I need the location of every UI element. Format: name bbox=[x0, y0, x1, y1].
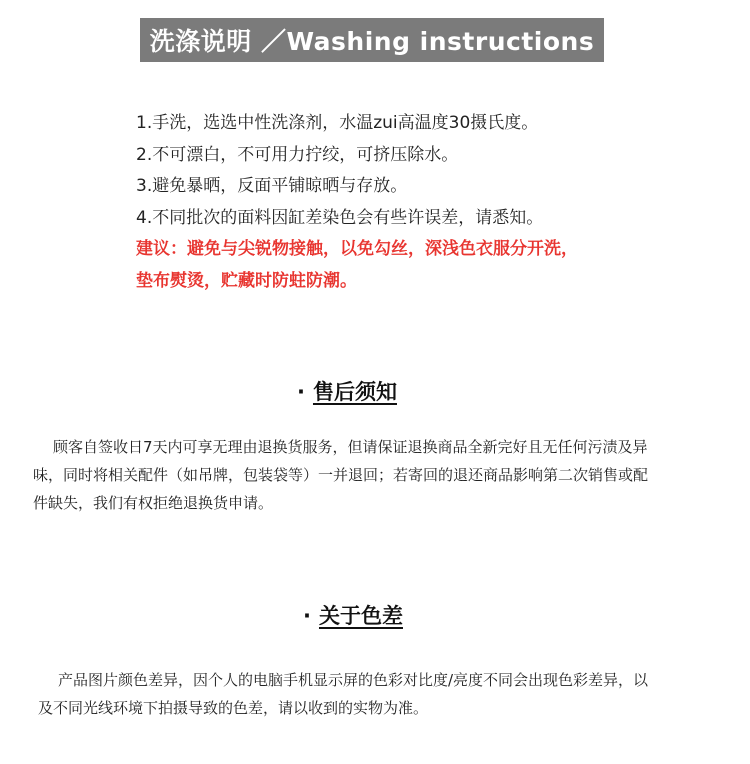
color-difference-heading bbox=[303, 600, 403, 630]
washing-instruction-item: 2.不可漂白，不可用力拧绞，可挤压除水。 bbox=[136, 144, 459, 165]
paragraph-line: 产品图片颜色差异，因个人的电脑手机显示屏的色彩对比度/亮度不同会出现色彩差异，以 bbox=[58, 671, 649, 689]
washing-advice-line: 建议：避免与尖锐物接触，以免勾丝，深浅色衣服分开洗， bbox=[136, 239, 578, 259]
paragraph-line: 味，同时将相关配件（如吊牌，包装袋等）一并退回；若寄回的退还商品影响第二次销售或配 bbox=[33, 466, 649, 484]
paragraph-line: 件缺失，我们有权拒绝退换货申请。 bbox=[33, 494, 274, 512]
washing-instruction-item: 3.避免暴晒，反面平铺晾晒与存放。 bbox=[136, 176, 408, 196]
color-difference-heading-text: 关于色差 bbox=[318, 604, 403, 628]
after-sales-paragraph bbox=[33, 433, 648, 517]
paragraph-line: 顾客自签收日7天内可享无理由退换货服务，但请保证退换商品全新完好且无任何污渍及异 bbox=[53, 438, 648, 456]
bullet-dot: · bbox=[297, 380, 305, 404]
paragraph-line: 及不同光线环境下拍摄导致的色差，请以收到的实物为准。 bbox=[38, 699, 429, 717]
page-title-text: 洗涤说明 ／Washing instructions bbox=[149, 27, 595, 56]
washing-instruction-item: 1.手洗，选选中性洗涤剂，水温zui高温度30摄氏度。 bbox=[136, 113, 539, 133]
washing-advice-line: 垫布熨烫，贮藏时防蛀防潮。 bbox=[136, 270, 357, 291]
after-sales-heading bbox=[297, 376, 397, 406]
washing-instructions-list bbox=[136, 108, 578, 297]
after-sales-heading-text: 售后须知 bbox=[312, 380, 397, 404]
page-title bbox=[140, 18, 604, 62]
color-difference-paragraph bbox=[38, 666, 648, 722]
washing-instruction-item: 4.不同批次的面料因缸差染色会有些许误差，请悉知。 bbox=[136, 207, 544, 228]
bullet-dot: · bbox=[303, 604, 311, 628]
